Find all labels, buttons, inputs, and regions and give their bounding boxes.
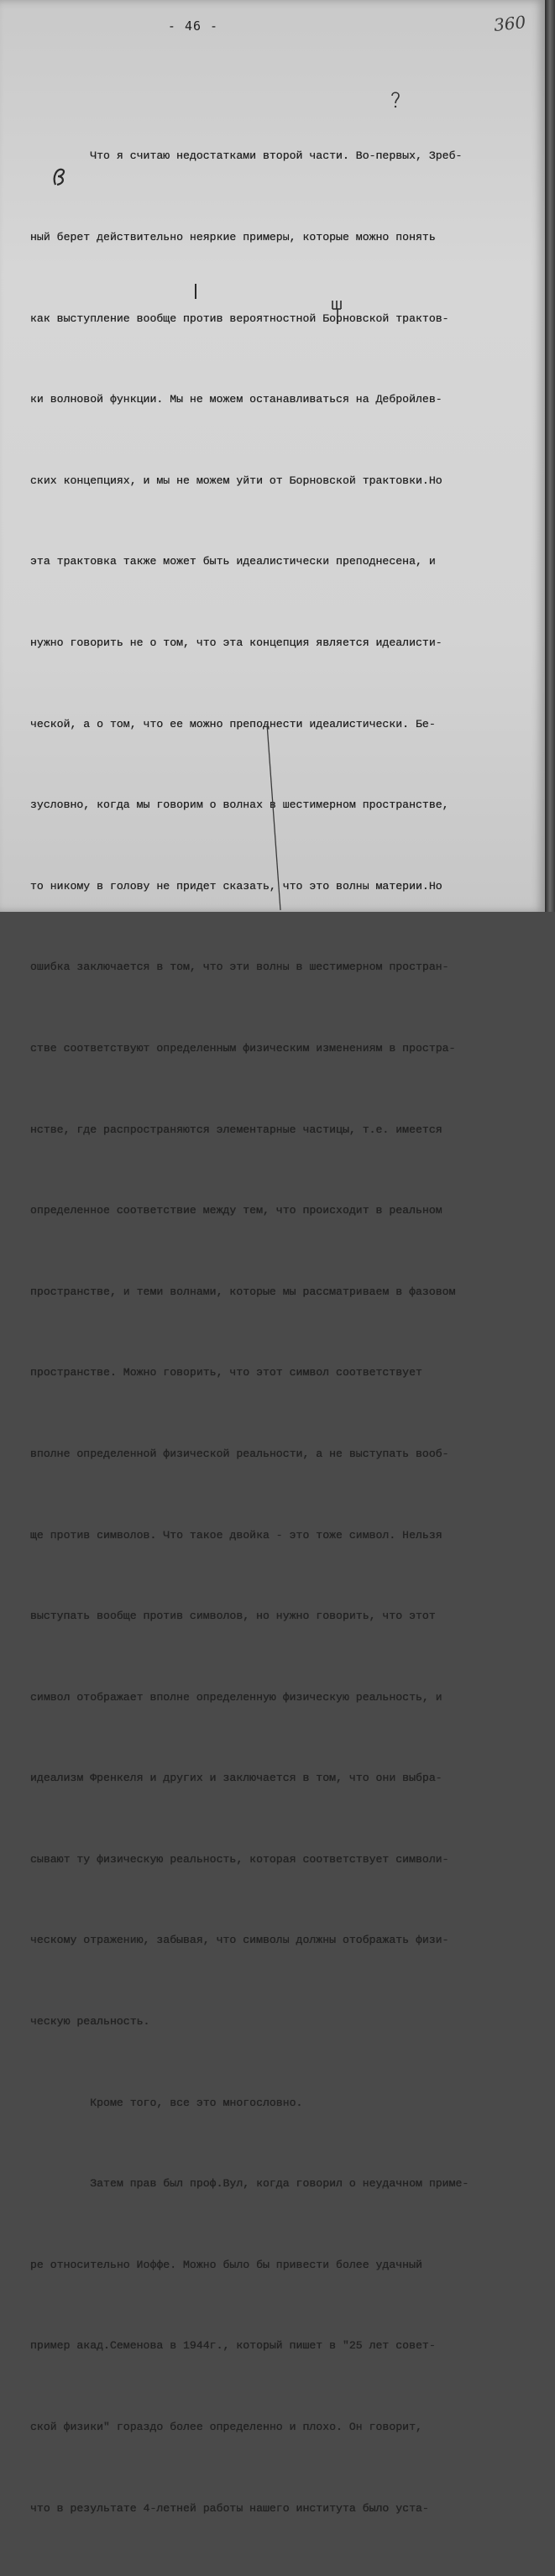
text-line: ки волновой функции. Мы не можем останавливаться на Дебройлев-	[30, 393, 442, 406]
text-line: ских концепциях, и мы не можем уйти от Борновской трактовки.Но	[30, 474, 442, 487]
text-line: ской физики" гораздо более определенно и плохо. Он говорит,	[30, 2421, 422, 2434]
text-line: нстве, где распространяются элементарные частицы, т.е. имеется	[30, 1123, 442, 1136]
text-line: Кроме того, все это многословно.	[30, 2096, 303, 2109]
text-line: определенное соответствие между тем, что происходит в реальном	[30, 1204, 442, 1217]
text-line: символ отображает вполне определенную физическую реальность, и	[30, 1690, 442, 1704]
body-text	[30, 89, 551, 2576]
text-line: ческому отражению, забывая, что символы должны отображать физи-	[30, 1934, 449, 1947]
text-line: что в результате 4-летней работы нашего института было уста-	[30, 2501, 429, 2515]
text-line: пример акад.Семенова в 1944г., который пишет в "25 лет совет-	[30, 2339, 436, 2353]
text-line: нужно говорить не о том, что эта концепция является идеалисти-	[30, 636, 442, 649]
text-line: ошибка заключается в том, что эти волны в шестимерном простран-	[30, 961, 449, 974]
page-edge-shadow	[545, 0, 555, 912]
page-number: - 46 -	[167, 18, 219, 34]
handwritten-folio-number: 360	[492, 12, 527, 35]
text-line: то никому в голову не придет сказать, что это волны материи.Но	[30, 879, 442, 893]
text-line: ный берет действительно неяркие примеры, которые можно понять	[30, 231, 436, 243]
text-line: как выступление вообще против вероятностной Борновской трактов-	[30, 312, 449, 325]
text-line: ческой, а о том, что ее можно преподнести идеалистически. Бе-	[30, 717, 436, 730]
text-line: пространстве, и теми волнами, которые мы рассматриваем в фазовом	[30, 1285, 456, 1298]
text-line: Что я считаю недостатками второй части. Во-первых, Зреб-	[30, 149, 463, 163]
text-line: ческую реальность.	[30, 2015, 150, 2029]
text-line: Затем прав был проф.Вул, когда говорил о неудачном приме-	[30, 2177, 469, 2191]
text-line: ре относительно Иоффе. Можно было бы привести более удачный	[30, 2258, 422, 2271]
text-line: идеализм Френкеля и других и заключается в том, что они выбра-	[30, 1772, 442, 1785]
text-line: сывают ту физическую реальность, которая соответствует символи-	[30, 1852, 449, 1866]
text-line: эта трактовка также может быть идеалистически преподнесена, и	[30, 555, 436, 568]
text-line: зусловно, когда мы говорим о волнах в шестимерном пространстве,	[30, 798, 449, 812]
text-line: пространстве. Можно говорить, что этот символ соответствует	[30, 1366, 422, 1380]
text-line: ще против символов. Что такое двойка - это тоже символ. Нельзя	[30, 1528, 442, 1542]
text-line: выступать вообще против символов, но нужно говорить, что этот	[30, 1610, 436, 1623]
text-line: вполне определенной физической реальности, а не выступать вооб-	[30, 1447, 449, 1460]
text-line: стве соответствуют определенным физическим изменениям в простра-	[30, 1041, 456, 1055]
